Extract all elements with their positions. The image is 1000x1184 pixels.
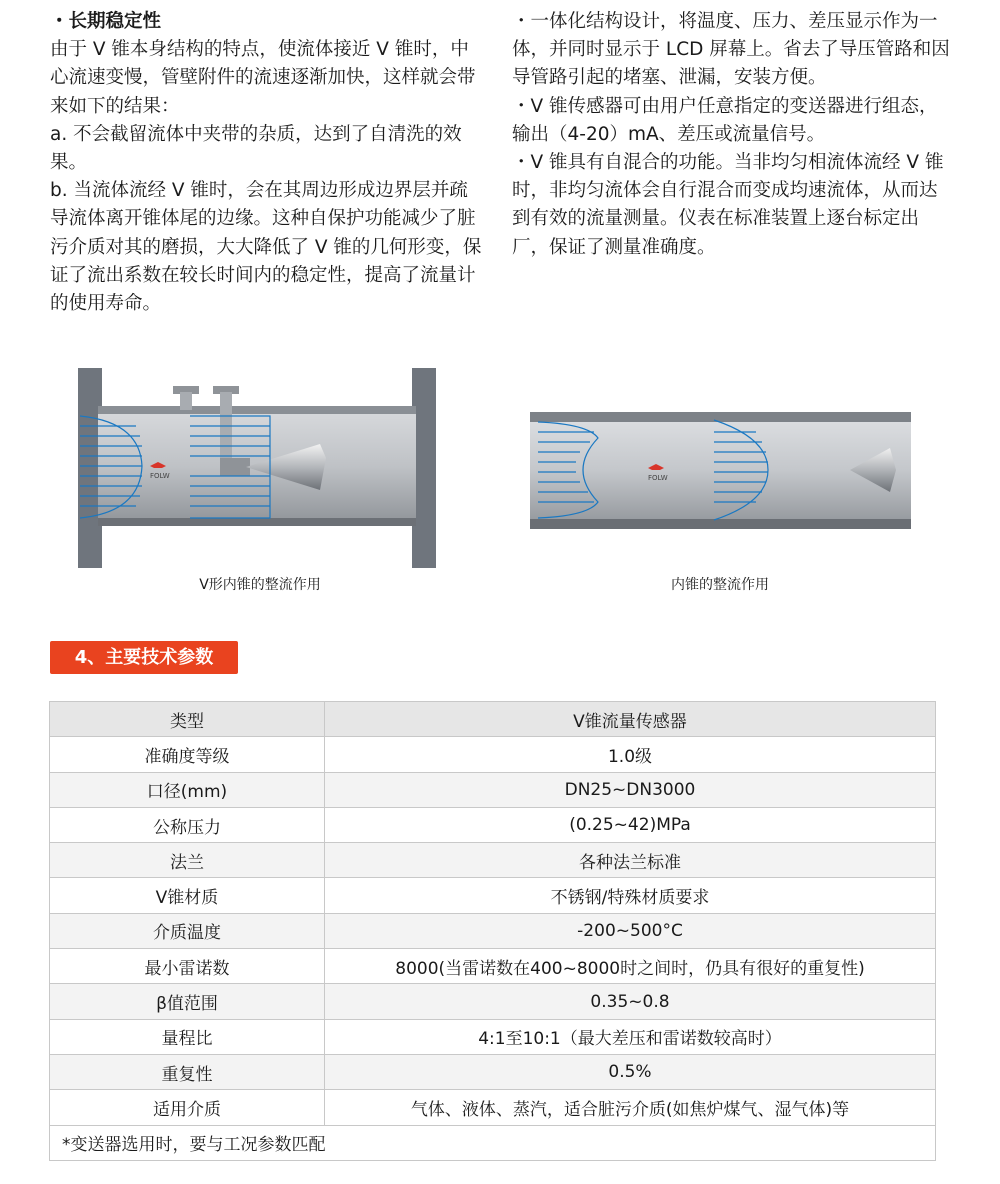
- row-value-cell: 0.35~0.8: [325, 984, 936, 1019]
- v-cone-meter-illustration: [70, 362, 450, 572]
- folw-logo-right: FOLW: [648, 474, 668, 482]
- row-label-cell: 公称压力: [50, 807, 325, 842]
- table-row: [50, 949, 936, 984]
- row-label-cell: β值范围: [50, 984, 325, 1019]
- table-row: [50, 807, 936, 842]
- header-label-cell: 类型: [50, 702, 325, 737]
- stability-intro: 由于 V 锥本身结构的特点，使流体接近 V 锥时，中心流速变慢，管壁附件的流速逐渐加快，这样就会带来如下的结果：: [50, 39, 476, 117]
- row-label-cell: 法兰: [50, 843, 325, 878]
- row-label-cell: 准确度等级: [50, 737, 325, 772]
- row-value-cell: DN25~DN3000: [325, 772, 936, 807]
- table-row: [50, 984, 936, 1019]
- row-label-cell: 重复性: [50, 1054, 325, 1089]
- section-title-badge: 4、主要技术参数: [50, 641, 238, 674]
- stability-heading: ・长期稳定性: [50, 11, 162, 32]
- row-value-cell: 气体、液体、蒸汽，适合脏污介质(如焦炉煤气、湿气体)等: [325, 1090, 936, 1125]
- table-row: [50, 1090, 936, 1125]
- stability-point-a: a. 不会截留流体中夹带的杂质，达到了自清洗的效果。: [50, 123, 462, 174]
- table-row: [50, 1054, 936, 1089]
- self-mixing-paragraph: ・V 锥具有自混合的功能。当非均匀相流体流经 V 锥时，非均匀流体会自行混合而变成均速流体，从而达到有效的流量测量。仪表在标准装置上逐台标定出厂，保证了测量准确度。: [512, 152, 944, 258]
- table-row: [50, 772, 936, 807]
- row-value-cell: -200~500°C: [325, 913, 936, 948]
- left-text-column: [50, 8, 482, 318]
- row-value-cell: 8000(当雷诺数在400~8000时之间时，仍具有很好的重复性): [325, 949, 936, 984]
- row-label-cell: 最小雷诺数: [50, 949, 325, 984]
- right-figure-caption: 内锥的整流作用: [671, 577, 769, 593]
- row-value-cell: (0.25~42)MPa: [325, 807, 936, 842]
- transmitter-paragraph: ・V 锥传感器可由用户任意指定的变送器进行组态，输出（4-20）mA、差压或流量信号。: [512, 95, 938, 145]
- row-label-cell: 介质温度: [50, 913, 325, 948]
- row-label-cell: V锥材质: [50, 878, 325, 913]
- table-row: [50, 1019, 936, 1054]
- table-note-row: [50, 1125, 936, 1160]
- row-value-cell: 4:1至10:1（最大差压和雷诺数较高时）: [325, 1019, 936, 1054]
- spec-table: [49, 701, 936, 1161]
- folw-logo-left: FOLW: [150, 472, 170, 480]
- table-row: [50, 913, 936, 948]
- table-header-row: [50, 702, 936, 737]
- row-value-cell: 1.0级: [325, 737, 936, 772]
- row-label-cell: 适用介质: [50, 1090, 325, 1125]
- table-note: *变送器选用时，要与工况参数匹配: [50, 1125, 936, 1160]
- row-label-cell: 口径(mm): [50, 772, 325, 807]
- row-label-cell: 量程比: [50, 1019, 325, 1054]
- integrated-design-paragraph: ・一体化结构设计，将温度、压力、差压显示作为一体，并同时显示于 LCD 屏幕上。省去了导压管路和因导管路引起的堵塞、泄漏，安装方便。: [512, 11, 950, 89]
- row-value-cell: 各种法兰标准: [325, 843, 936, 878]
- row-value-cell: 不锈钢/特殊材质要求: [325, 878, 936, 913]
- inner-cone-illustration: [528, 408, 913, 533]
- stability-point-b: b. 当流体流经 V 锥时，会在其周边形成边界层并疏导流体离开锥体尾的边缘。这种自保护功能减少了脏污介质对其的磨损，大大降低了 V 锥的几何形变，保证了流出系数在较长时间内的稳定性，提高了流量计的使用寿命。: [50, 180, 482, 315]
- table-row: [50, 737, 936, 772]
- left-figure-caption: V形内锥的整流作用: [199, 577, 321, 593]
- right-text-column: [512, 8, 952, 262]
- row-value-cell: 0.5%: [325, 1054, 936, 1089]
- header-value-cell: V锥流量传感器: [325, 702, 936, 737]
- table-row: [50, 843, 936, 878]
- table-row: [50, 878, 936, 913]
